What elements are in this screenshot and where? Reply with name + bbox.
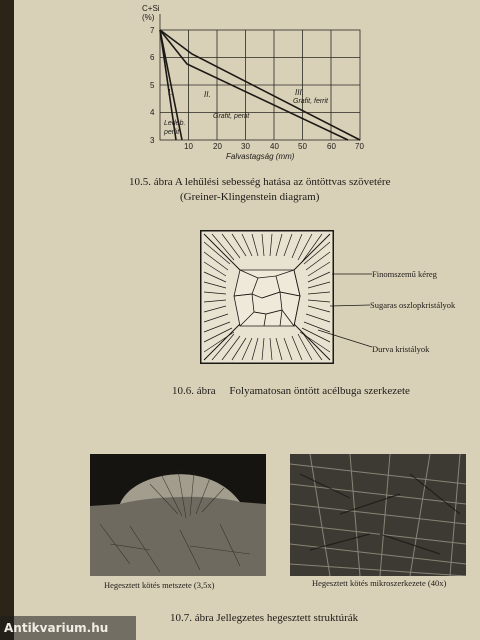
weld-microstructure-label: Hegesztett kötés mikroszerkezete (40x) — [312, 578, 447, 588]
fig-10-5-subcaption: (Greiner-Klingenstein diagram) — [180, 191, 320, 203]
y-tick-6: 6 — [150, 53, 155, 62]
y-tick-3: 3 — [150, 136, 155, 145]
y-tick-4: 4 — [150, 108, 155, 117]
x-axis-title: Falvastagság (mm) — [226, 152, 295, 161]
x-tick-60: 60 — [327, 142, 336, 151]
weld-cross-section-photo — [90, 454, 266, 576]
y-tick-7: 7 — [150, 26, 155, 35]
x-tick-10: 10 — [184, 142, 193, 151]
x-tick-50: 50 — [298, 142, 307, 151]
antikvarium-watermark: Antikvarium.hu — [0, 616, 136, 640]
fig-10-5-caption: 10.5. ábra A lehűlési sebesség hatása az öntöttvas szövetére — [129, 176, 391, 188]
book-page — [14, 0, 480, 640]
region-i: I. — [168, 88, 173, 97]
y-tick-5: 5 — [150, 81, 155, 90]
region-ii: II. — [204, 90, 211, 99]
label-sugaras-oszlopkristalyok: Sugaras oszlopkristályok — [370, 300, 456, 310]
x-tick-20: 20 — [213, 142, 222, 151]
region-label-grafit-ferrit: Grafit, ferrit — [293, 98, 329, 105]
label-durva-kristalyok: Durva kristályok — [372, 344, 430, 354]
x-tick-40: 40 — [270, 142, 279, 151]
region-label-grafit-perlit: Grafit, perlit — [213, 113, 250, 120]
x-tick-30: 30 — [241, 142, 250, 151]
weld-cross-section-label: Hegesztett kötés metszete (3,5x) — [104, 580, 215, 590]
fig-10-7-caption: 10.7. ábra Jellegzetes hegesztett struktúrák — [170, 612, 359, 624]
y-axis-unit: (%) — [142, 13, 155, 22]
x-tick-70: 70 — [355, 142, 364, 151]
y-axis-title: C+Si — [142, 4, 160, 13]
label-finomszemu-kereg: Finomszemű kéreg — [372, 269, 437, 279]
fig-10-6-caption: 10.6. ábra Folyamatosan öntött acélbuga szerkezete — [172, 385, 410, 397]
greiner-klingenstein-diagram — [124, 0, 384, 170]
region-iii: III. — [295, 88, 304, 97]
region-label-ledeb: Ledeb. perlit — [164, 120, 186, 136]
weld-microstructure-photo — [290, 454, 466, 576]
